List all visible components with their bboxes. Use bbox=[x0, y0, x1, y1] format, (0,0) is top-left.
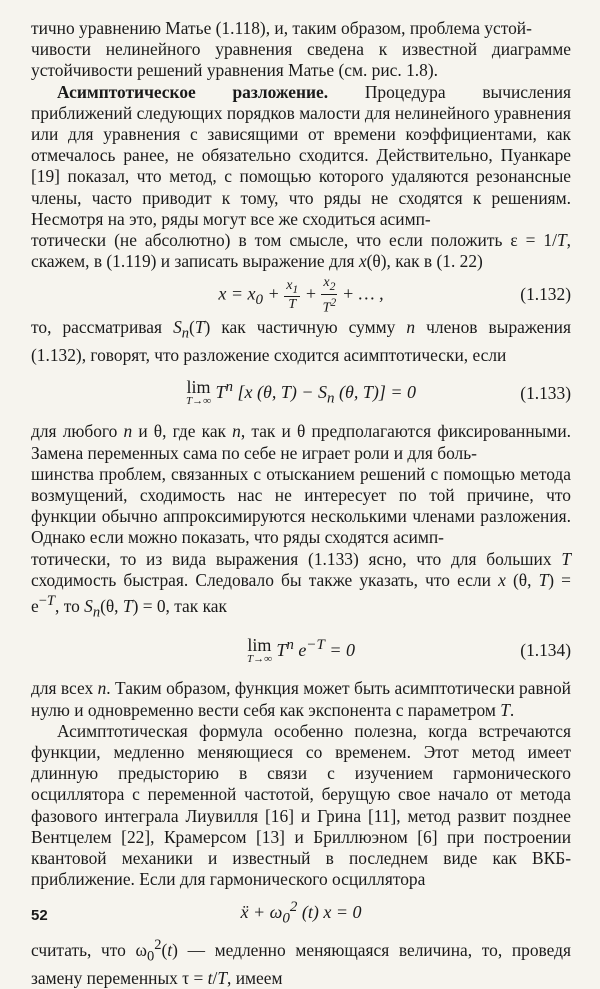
equation-1-134 bbox=[31, 623, 571, 678]
equation-expression: $x = x_0$ + $\frac{x_1}{T}$ + $\frac{x_2}{T^2}$ + … , bbox=[218, 274, 384, 316]
paragraph-asymptotic-expansion: Асимптотическое разложение. Процедура вычисления приближений следующих порядков малости для нелинейного уравнения или для уравнения с зависящими от времени коэффициентами, как отмечалось ранее, не обязательно сходится. Действительно, Пуанкаре [19] показал, что метод, с помощью которого удаляются резонансные члены, часто приводит к тому, что ряды не сходятся к решениям. Несмотря на это, ряды могут все же сходиться асимп- тотически (не абсолютно) в том смысле, что если положить ε = 1/T, скажем, в (1.119) и записать выражение для x(θ), как в (1. 22) bbox=[31, 81, 572, 272]
section-heading: Асимптотическое разложение. bbox=[57, 81, 329, 102]
equation-expression: lim T→∞ $T^n$ [x (θ, $T) - S_n$ (θ, T)] = 0 bbox=[185, 377, 416, 408]
page-text bbox=[31, 18, 571, 989]
paragraph-5: для всех n. Таким образом, функция может быть асимптотически равной нулю и одновременно вести себя как экспонента с параметром T. bbox=[31, 678, 571, 720]
equation-number: (1.134) bbox=[520, 640, 571, 661]
paragraph-4: для любого n и θ, где как n, так и θ предполагаются фиксированными. Замена переменных сама по себе не играет роли и для боль- шинства проблем, связанных с отысканием решений с помощью метода возмущений, сходимость нас не интересует по той причине, что функции обычно аппроксимируются несколькими членами разложения. Однако если можно показать, что ряды сходятся асимп- тотически, то из вида выражения (1.133) ясно, что для больших T сходимость быстрая. Следовало бы также указать, что если x (θ, $T) = e^{-T}$, то $S_n(\theta$, T) = 0, так как bbox=[31, 421, 571, 621]
page-number: 52 bbox=[31, 907, 48, 924]
equation-number: (1.132) bbox=[520, 284, 571, 305]
paragraph-1: тично уравнению Матье (1.118), и, таким образом, проблема устой- чивости нелинейного уравнения сведена к известной диаграмме устойчивости решений уравнения Матье (см. рис. 1.8). bbox=[31, 18, 571, 81]
paragraph-7: считать, что $\omega_0^2(t)$ — медленно меняющаяся величина, то, проведя замену переменных τ = t/T, имеем bbox=[31, 937, 571, 988]
equation-number: (1.133) bbox=[520, 383, 571, 404]
paragraph-6: Асимптотическая формула особенно полезна, когда встречаются функции, медленно меняющиеся со временем. Этот метод имеет длинную предысторию в связи с изучением гармонического осциллятора с переменной частотой, берущую свое начало от метода фазового интеграла Лиувилля [16] и Грина [11], метод развит позднее Вентцелем [22], Крамерсом [13] и Бриллюэном [6] при построении квантовой механики и известный в последнем виде как ВКБ-приближение. Если для гармонического осциллятора bbox=[31, 720, 571, 890]
equation-1-133 bbox=[31, 366, 571, 421]
equation-expression: ẍ + $\omega_0^2$ (t) x = 0 bbox=[240, 898, 362, 927]
equation-1-132 bbox=[31, 272, 571, 317]
paragraph-3: то, рассматривая $S_n(T)$ как частичную сумму n членов выражения (1.132), говорят, что разложение сходится асимптотически, если bbox=[31, 317, 571, 366]
equation-oscillator bbox=[31, 890, 571, 935]
equation-expression: lim T→∞ $T^n$ $e^{-T} = 0$ bbox=[246, 635, 356, 666]
